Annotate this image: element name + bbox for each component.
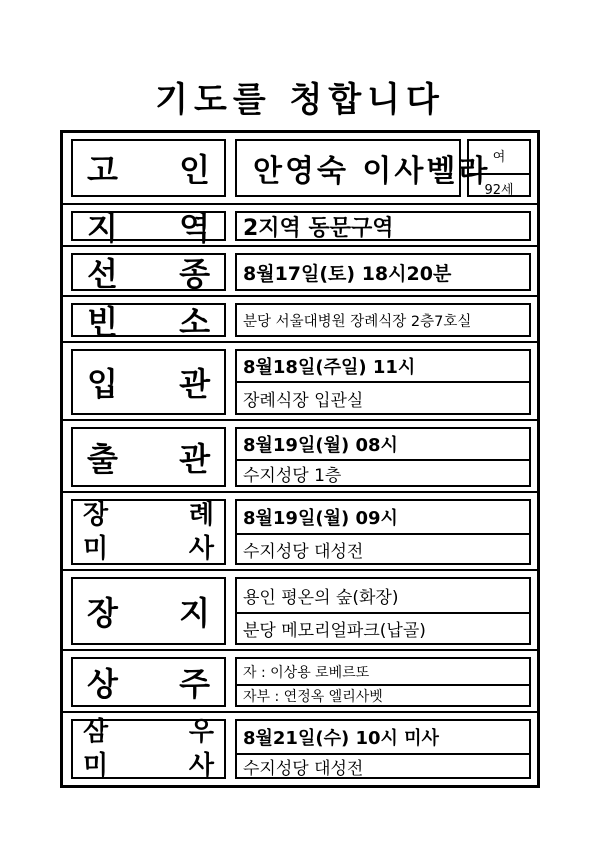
deceased-name: 안영숙 이사벨라 <box>253 154 491 189</box>
departure-box <box>235 427 531 487</box>
label-char: 인 <box>179 151 210 189</box>
encoffin-box <box>235 349 531 415</box>
deceased-name-box <box>235 139 491 197</box>
deceased-age: 92세 <box>469 173 529 198</box>
label-char: 례 <box>188 500 214 530</box>
region-value: 2지역 동문구역 <box>243 215 394 241</box>
page-title: 기도를 청합니다 <box>155 80 445 120</box>
row-encoffin <box>63 341 537 421</box>
mourners-line2: 자부 : 연정옥 엘리사벳 <box>237 684 529 705</box>
deceased-sex: 여 <box>492 150 506 165</box>
label-char: 지 <box>87 209 118 247</box>
label-mortuary <box>71 303 226 341</box>
encoffin-where: 장례식장 입관실 <box>237 381 529 413</box>
label-char: 상 <box>87 665 118 703</box>
label-char: 관 <box>179 440 210 478</box>
mourners-box <box>235 657 531 707</box>
encoffin-when: 8월18일(주일) 11시 <box>243 357 416 378</box>
row-burial <box>63 569 537 651</box>
label-char: 장 <box>83 500 109 530</box>
row-third-day-mass <box>63 711 537 785</box>
row-mortuary <box>63 295 537 343</box>
label-char: 역 <box>179 209 210 247</box>
label-char: 입 <box>87 365 118 403</box>
mortuary-value: 분당 서울대병원 장례식장 2층7호실 <box>243 313 472 330</box>
label-third-day-mass <box>71 719 226 779</box>
label-region <box>71 209 226 247</box>
third-day-mass-where: 수지성당 대성전 <box>237 753 529 777</box>
mortuary-box <box>235 303 531 337</box>
death-value: 8월17일(토) 18시20분 <box>243 262 452 285</box>
label-char: 빈 <box>87 303 118 341</box>
region-box <box>235 211 531 241</box>
label-burial <box>71 577 226 645</box>
label-mourners <box>71 657 226 707</box>
label-death <box>71 253 226 291</box>
label-departure <box>71 427 226 487</box>
third-day-mass-box <box>235 719 531 779</box>
third-day-mass-when: 8월21일(수) 10시 미사 <box>243 728 439 749</box>
row-deceased <box>63 133 537 203</box>
burial-line2: 분당 메모리얼파크(납골) <box>237 612 529 643</box>
label-char: 삼 <box>83 717 109 747</box>
label-char: 미 <box>83 751 109 781</box>
label-char: 선 <box>87 255 118 293</box>
label-funeral-mass <box>71 499 226 565</box>
row-departure <box>63 419 537 493</box>
burial-line1: 용인 평온의 숲(화장) <box>243 588 399 608</box>
label-char: 사 <box>188 751 214 781</box>
burial-box <box>235 577 531 645</box>
label-char: 종 <box>179 255 210 293</box>
label-deceased <box>71 139 226 197</box>
row-death <box>63 245 537 297</box>
row-mourners <box>63 649 537 713</box>
label-char: 고 <box>87 151 118 189</box>
label-char: 장 <box>87 594 118 632</box>
label-char: 출 <box>87 440 118 478</box>
row-region <box>63 203 537 247</box>
label-char: 지 <box>179 594 210 632</box>
sex-age-box <box>467 139 531 197</box>
funeral-mass-where: 수지성당 대성전 <box>237 533 529 563</box>
label-char: 소 <box>179 303 210 341</box>
funeral-mass-when: 8월19일(월) 09시 <box>243 508 398 529</box>
funeral-mass-box <box>235 499 531 565</box>
obituary-table <box>60 130 540 788</box>
row-funeral-mass <box>63 491 537 571</box>
label-char: 사 <box>188 534 214 564</box>
label-char: 관 <box>179 365 210 403</box>
departure-when: 8월19일(월) 08시 <box>243 435 398 456</box>
mourners-line1: 자 : 이상용 로베르또 <box>243 664 370 681</box>
death-box <box>235 253 531 291</box>
departure-where: 수지성당 1층 <box>237 459 529 485</box>
label-char: 우 <box>188 717 214 747</box>
label-encoffin <box>71 349 226 415</box>
label-char: 주 <box>179 665 210 703</box>
label-char: 미 <box>83 534 109 564</box>
